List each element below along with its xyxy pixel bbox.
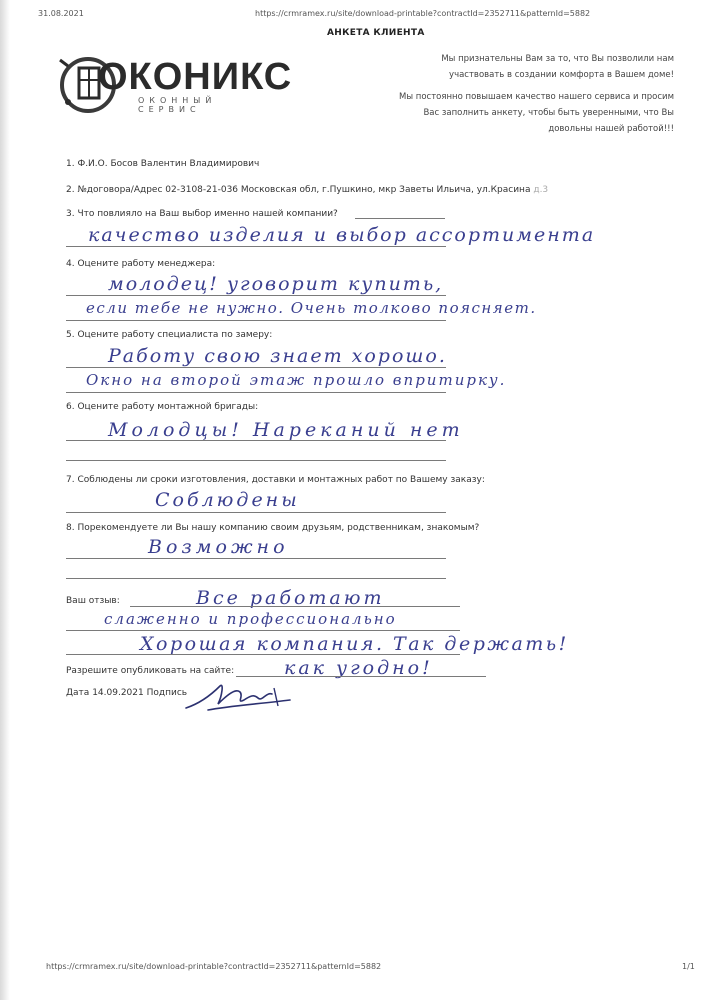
- print-date: 31.08.2021: [38, 9, 84, 18]
- footer-page-number: 1/1: [682, 962, 695, 971]
- answer-3: качество изделия и выбор ассортимента: [88, 224, 596, 246]
- fio-value: Босов Валентин Владимирович: [110, 159, 260, 169]
- answer-4-line-2: если тебе не нужно. Очень толково поясняет.: [86, 299, 537, 317]
- date-label: Дата: [66, 688, 90, 698]
- intro-text: [354, 51, 674, 137]
- publish-label: Разрешите опубликовать на сайте:: [66, 666, 235, 676]
- intro-line: Мы постоянно повышаем качество нашего сервиса и просим: [399, 92, 674, 102]
- answer-line: [66, 295, 446, 296]
- answer-line: [66, 630, 460, 631]
- contract-label: 2. №договора/Адрес: [66, 185, 163, 195]
- answer-5-line-2: Окно на второй этаж прошло впритирку.: [86, 371, 507, 389]
- answer-7: Соблюдены: [155, 489, 300, 511]
- date-value: 14.09.2021: [92, 688, 144, 698]
- question-6: 6. Оцените работу монтажной бригады:: [66, 402, 259, 412]
- answer-line: [66, 578, 446, 579]
- answer-line: [66, 440, 446, 441]
- answer-line: [130, 606, 460, 607]
- intro-line: Мы признательны Вам за то, что Вы позволили нам: [441, 54, 674, 64]
- contract-value: 02-3108-21-036 Московская обл, г.Пушкино, мкр Заветы Ильича, ул.Красина: [165, 185, 531, 195]
- contract-extra: д.3: [533, 185, 549, 195]
- date-row: [66, 688, 187, 698]
- answer-line: [66, 460, 446, 461]
- form-title: АНКЕТА КЛИЕНТА: [327, 28, 425, 38]
- review-line-2: слаженно и профессионально: [104, 610, 397, 628]
- logo-name: ОКОНИКС: [98, 56, 293, 98]
- scan-left-edge: [0, 0, 10, 1000]
- footer-url: https://crmramex.ru/site/download-printable?contractId=2352711&patternId=5882: [46, 962, 382, 971]
- question-7: 7. Соблюдены ли сроки изготовления, доставки и монтажных работ по Вашему заказу:: [66, 475, 485, 485]
- fio-label: 1. Ф.И.О.: [66, 159, 108, 169]
- intro-line: довольны нашей работой!!!: [548, 124, 674, 134]
- fio-row: [66, 159, 259, 169]
- answer-line: [66, 392, 446, 393]
- question-4: 4. Оцените работу менеджера:: [66, 259, 216, 269]
- handwritten-signature: [178, 678, 298, 718]
- answer-line: [66, 320, 446, 321]
- publish-answer: как угодно!: [284, 657, 433, 679]
- answer-line: [66, 367, 446, 368]
- logo: [56, 52, 293, 122]
- review-line-3: Хорошая компания. Так держать!: [140, 633, 569, 655]
- answer-line: [66, 558, 446, 559]
- print-url: https://crmramex.ru/site/download-printable?contractId=2352711&patternId=5882: [255, 9, 591, 18]
- review-label: Ваш отзыв:: [66, 596, 120, 606]
- answer-line: [66, 246, 446, 247]
- answer-line: [66, 654, 460, 655]
- answer-line: [236, 676, 486, 677]
- intro-line: Вас заполнить анкету, чтобы быть уверенными, что Вы: [423, 108, 674, 118]
- contract-row: [66, 185, 548, 195]
- answer-line: [355, 218, 445, 219]
- answer-5-line-1: Работу свою знает хорошо.: [108, 345, 447, 367]
- answer-4-line-1: молодец! уговорит купить,: [108, 273, 444, 295]
- question-8: 8. Порекомендуете ли Вы нашу компанию своим друзьям, родственникам, знакомым?: [66, 523, 480, 533]
- answer-8: Возможно: [148, 536, 289, 558]
- intro-line: участвовать в создании комфорта в Вашем доме!: [449, 70, 674, 80]
- question-5: 5. Оцените работу специалиста по замеру:: [66, 330, 273, 340]
- answer-line: [66, 512, 446, 513]
- review-line-1: Все работают: [196, 587, 385, 609]
- answer-6: Молодцы! Нареканий нет: [108, 419, 464, 441]
- question-3: 3. Что повлияло на Ваш выбор именно нашей компании?: [66, 209, 338, 219]
- logo-tagline: ОКОННЫЙ СЕРВИС: [138, 96, 217, 114]
- signature-label: Подпись: [146, 688, 188, 698]
